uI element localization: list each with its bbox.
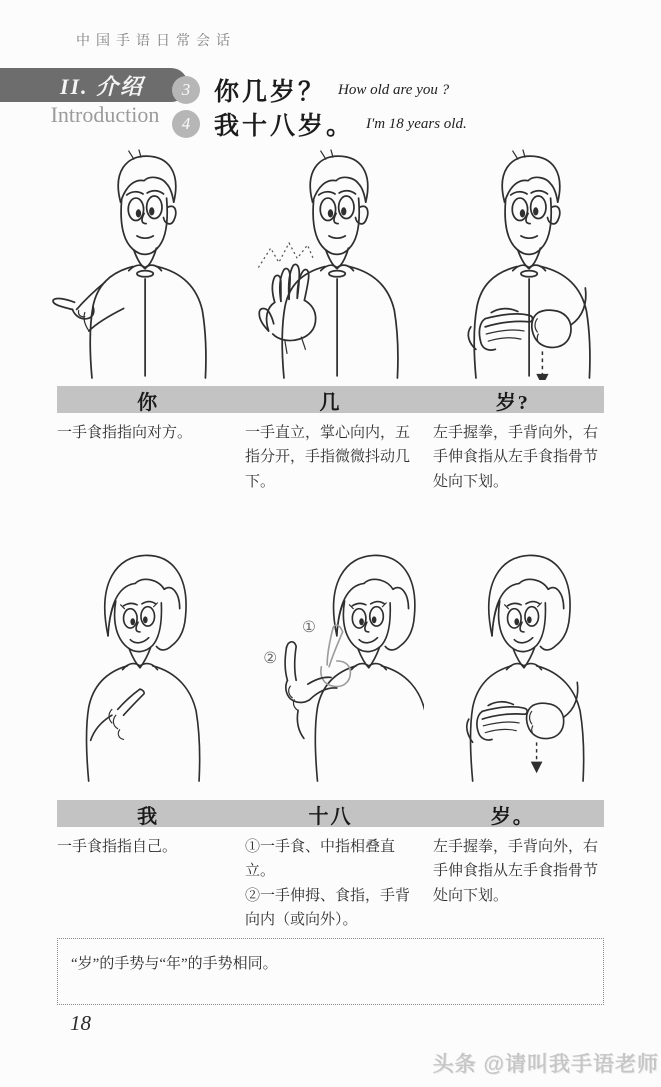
figure-man-open-palm-shaking xyxy=(240,148,424,380)
watermark: 头条 @请叫我手语老师 xyxy=(432,1053,659,1076)
section-badge xyxy=(0,68,188,102)
man-pointing-illustration xyxy=(48,148,232,380)
dialogue-line-3 xyxy=(172,72,449,108)
shake-motion-lines xyxy=(258,243,313,268)
dialogue-line-4 xyxy=(172,106,467,142)
description-text: 左手握拳，手背向外，右手伸食指从左手食指骨节处向下划。 xyxy=(433,425,599,490)
figure-man-pointing-at-other xyxy=(48,148,232,380)
page-number: 18 xyxy=(70,1011,91,1035)
description-text: 一手食指指向对方。 xyxy=(57,425,193,441)
sign-word-bar-1 xyxy=(57,386,604,413)
description-text: 一手直立，掌心向内，五指分开，手指微微抖动几下。 xyxy=(245,425,411,490)
woman-sui-sign-illustration xyxy=(432,526,616,794)
dialogue-number-badge: 4 xyxy=(172,110,200,138)
sign-description xyxy=(57,421,228,494)
sign-descriptions-1 xyxy=(57,421,604,494)
sign-description xyxy=(433,421,604,494)
dialogue-chinese: 我十八岁。 xyxy=(214,113,355,140)
woman-eighteen-sign-illustration xyxy=(240,526,424,794)
figure-woman-number-handshapes xyxy=(240,526,424,794)
figure-woman-finger-striking-down-fist xyxy=(432,526,616,794)
sign-description xyxy=(433,835,604,932)
dialogue-number-badge: 3 xyxy=(172,76,200,104)
figure-woman-pointing-at-self xyxy=(48,526,232,794)
sign-word: 十八 xyxy=(308,806,353,828)
man-open-palm-illustration xyxy=(240,148,424,380)
man-sui-sign-illustration xyxy=(432,148,616,380)
sign-descriptions-2 xyxy=(57,835,604,932)
book-header-title: 中国手语日常会话 xyxy=(76,32,236,48)
sign-description xyxy=(57,835,228,932)
figure-row-1 xyxy=(48,148,616,380)
note-text: “岁”的手势与“年”的手势相同。 xyxy=(71,956,278,972)
dialogue-english: I'm 18 years old. xyxy=(366,115,467,132)
sign-description xyxy=(245,421,416,494)
sign-word-bar-2 xyxy=(57,800,604,827)
dialogue-english: How old are you ? xyxy=(338,81,450,98)
sign-description xyxy=(245,835,416,932)
description-text: ②一手伸拇、食指，手背向内（或向外）。 xyxy=(245,887,411,928)
description-text: ①一手食、中指相叠直立。 xyxy=(245,839,396,880)
section-subtitle: Introduction xyxy=(50,102,160,127)
woman-pointing-self-illustration xyxy=(48,526,232,794)
down-arrow-icon xyxy=(536,351,548,380)
step-two-label: ② xyxy=(263,649,278,667)
figure-man-finger-striking-down-fist xyxy=(432,148,616,380)
sign-word: 几 xyxy=(319,392,342,414)
sign-word: 岁。 xyxy=(490,806,535,828)
figure-row-2 xyxy=(48,526,616,794)
step-one-label: ① xyxy=(301,618,316,636)
down-arrow-icon xyxy=(531,742,543,773)
sign-word: 岁? xyxy=(495,392,530,414)
section-badge-label: II. 介绍 xyxy=(59,73,145,99)
description-text: 左手握拳，手背向外，右手伸食指从左手食指骨节处向下划。 xyxy=(433,839,599,904)
dialogue-chinese: 你几岁？ xyxy=(214,79,327,106)
sign-word: 我 xyxy=(137,806,160,828)
sign-word: 你 xyxy=(137,392,160,414)
thumb-index-handshape xyxy=(285,642,337,739)
note-box xyxy=(57,938,604,1005)
description-text: 一手食指指自己。 xyxy=(57,839,178,855)
